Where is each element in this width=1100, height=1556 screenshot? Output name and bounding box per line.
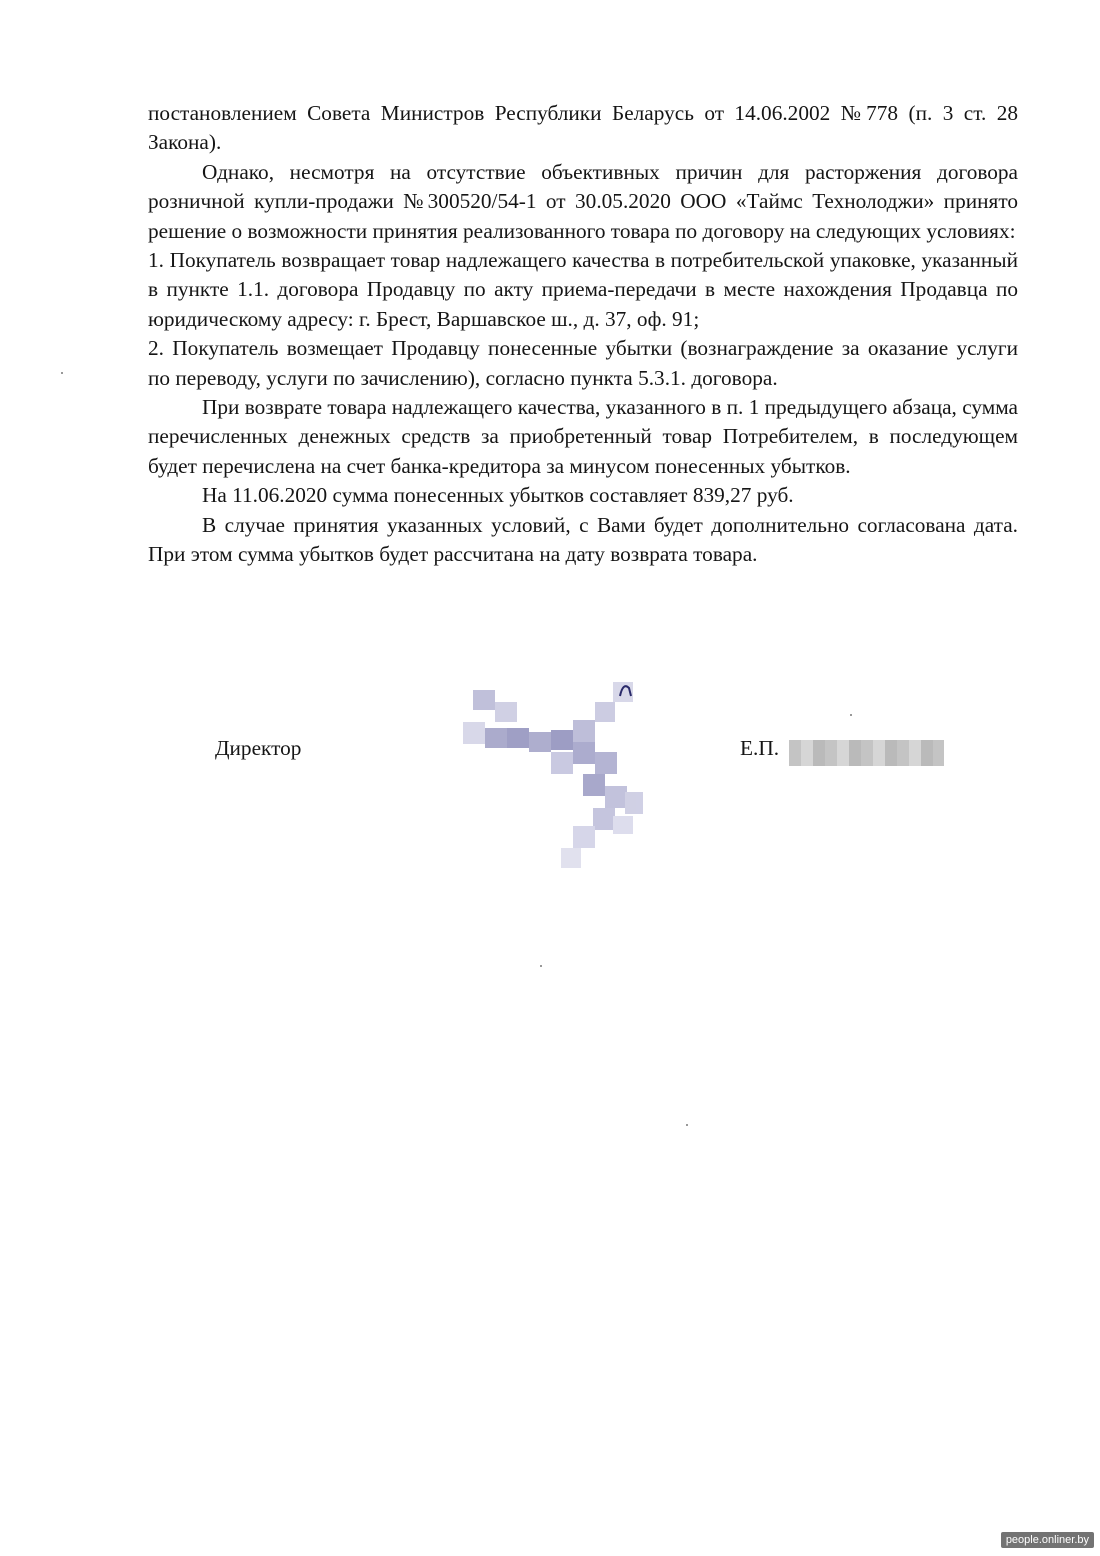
paragraph-decision: Однако, несмотря на отсутствие объективных причин для расторжения договора розничной купли-продажи №300520/54-1 от 30.05.2020 ООО «Таймс Технолоджи» принято решение о возможности принятия реализованного товара по договору на следующих условиях: [148, 159, 1018, 243]
paragraph-closing: В случае принятия указанных условий, с Вами будет дополнительно согласована дата. При этом сумма убытков будет рассчитана на дату возврата товара. [148, 512, 1018, 567]
scan-speck [686, 1124, 688, 1126]
watermark: people.onliner.by [1001, 1532, 1094, 1548]
condition-item-2: 2. Покупатель возмещает Продавцу понесенные убытки (вознаграждение за оказание услуги по переводу, услуги по зачислению), согласно пункта 5.3.1. договора. [148, 336, 1018, 390]
letter-body [148, 99, 1018, 570]
condition-item-1: 1. Покупатель возвращает товар надлежащего качества в потребительской упаковке, указанный в пункте 1.1. договора Продавцу по акту приема-передачи в месте нахождения Продавца по юридическому адресу: г. Брест, Варшавское ш., д. 37, оф. 91; [148, 248, 1018, 331]
scan-speck [61, 372, 63, 374]
paragraph-refund: При возврате товара надлежащего качества, указанного в п. 1 предыдущего абзаца, сумма перечисленных денежных средств за приобретенный товар Потребителем, в последующем будет перечислена на счет банка-кредитора за минусом понесенных убытков. [148, 395, 1018, 478]
pixelated-signature [463, 680, 648, 880]
paragraph-continuation: постановлением Совета Министров Республики Беларусь от 14.06.2002 №778 (п. 3 ст. 28 Закона). [148, 101, 1018, 155]
signatory-title: Директор [215, 736, 302, 760]
paragraph-loss-amount: На 11.06.2020 сумма понесенных убытков составляет 839,27 руб. [202, 483, 794, 508]
scan-speck [850, 714, 852, 716]
signatory-initials: Е.П. [740, 736, 780, 760]
redacted-surname [789, 740, 944, 766]
scan-speck [540, 965, 542, 967]
